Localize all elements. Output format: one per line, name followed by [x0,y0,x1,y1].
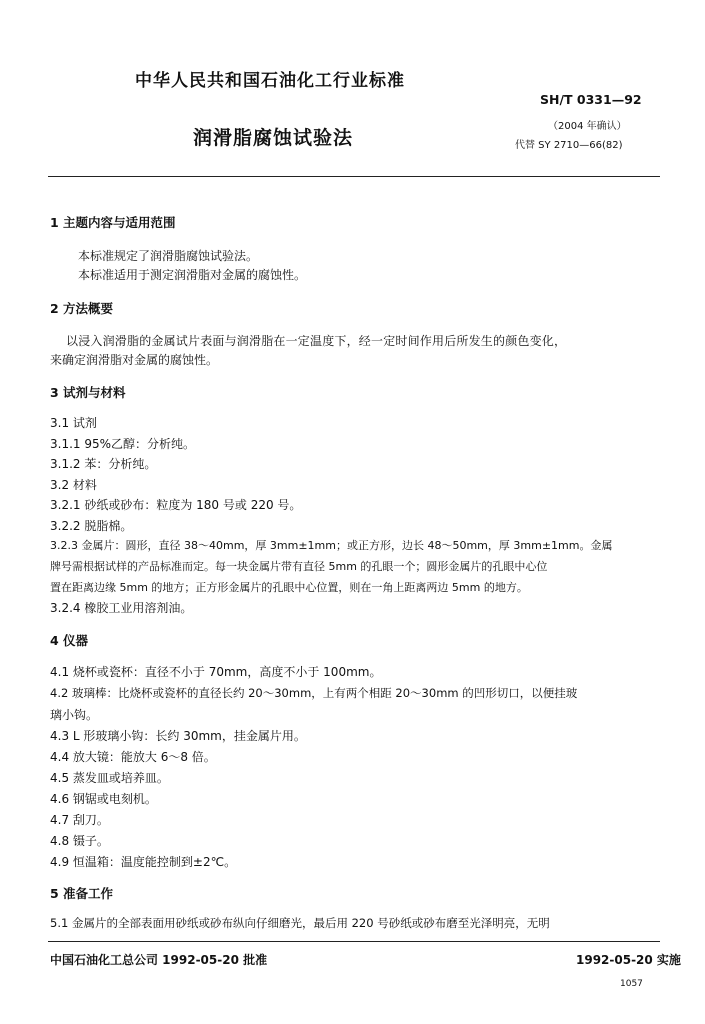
body-line: 4.5 蒸发皿或培养皿。 [50,771,169,785]
body-line: 4.4 放大镜：能放大 6～8 倍。 [50,750,216,764]
body-line: 3.2.4 橡胶工业用溶剂油。 [50,601,193,615]
body-line: 4.7 刮刀。 [50,813,109,827]
body-line: 璃小钩。 [50,708,99,722]
standard-title: 润滑脂腐蚀试验法 [193,127,354,149]
body-line: 以浸入润滑脂的金属试片表面与润滑脂在一定温度下，经一定时间作用后所发生的颜色变化， [66,334,567,348]
section-heading: 2 方法概要 [50,301,114,316]
body-line: 3.2.3 金属片：圆形，直径 38～40mm，厚 3mm±1mm；或正方形，边长 48～50mm，厚 3mm±1mm。金属 [50,539,613,552]
confirm-note: （2004 年确认） [548,121,627,132]
section-heading: 3 试剂与材料 [50,385,126,400]
section-heading: 1 主题内容与适用范围 [50,215,176,230]
body-line: 3.1.2 苯：分析纯。 [50,457,157,471]
replace-note: 代替 SY 2710—66(82) [515,140,623,151]
body-line: 本标准规定了润滑脂腐蚀试验法。 [78,249,259,263]
body-line: 3.2.1 砂纸或砂布：粒度为 180 号或 220 号。 [50,498,302,512]
body-line: 4.9 恒温箱：温度能控制到±2℃。 [50,855,237,869]
section-heading: 5 准备工作 [50,886,114,901]
body-line: 3.1.1 95%乙醇：分析纯。 [50,437,196,451]
body-line: 3.1 试剂 [50,416,97,430]
body-line: 5.1 金属片的全部表面用砂纸或砂布纵向仔细磨光，最后用 220 号砂纸或砂布磨至光泽明亮，无明 [50,916,550,930]
page-number: 1057 [620,979,643,989]
header-rule [48,176,660,177]
standard-code: SH/T 0331—92 [540,92,642,107]
body-line: 4.3 L 形玻璃小钩：长约 30mm，挂金属片用。 [50,729,306,743]
body-line: 4.8 镊子。 [50,834,109,848]
body-line: 置在距离边缘 5mm 的地方；正方形金属片的孔眼中心位置，则在一角上距离两边 5mm 的地方。 [50,581,528,594]
body-line: 4.1 烧杯或瓷杯：直径不小于 70mm，高度不小于 100mm。 [50,665,382,679]
standard-org: 中华人民共和国石油化工行业标准 [135,71,405,91]
approval-date: 中国石油化工总公司 1992-05-20 批准 [50,953,268,967]
implementation-date: 1992-05-20 实施 [576,953,681,967]
body-line: 来确定润滑脂对金属的腐蚀性。 [50,353,219,367]
body-line: 本标准适用于测定润滑脂对金属的腐蚀性。 [78,268,307,282]
body-line: 4.2 玻璃棒：比烧杯或瓷杯的直径长约 20～30mm，上有两个相距 20～30mm 的凹形切口，以便挂玻 [50,686,578,700]
footer-rule [48,941,660,942]
body-line: 3.2.2 脱脂棉。 [50,519,133,533]
body-line: 牌号需根据试样的产品标准而定。每一块金属片带有直径 5mm 的孔眼一个；圆形金属片的孔眼中心位 [50,560,548,573]
body-line: 4.6 钢锯或电刻机。 [50,792,157,806]
section-heading: 4 仪器 [50,633,89,648]
body-line: 3.2 材料 [50,478,97,492]
